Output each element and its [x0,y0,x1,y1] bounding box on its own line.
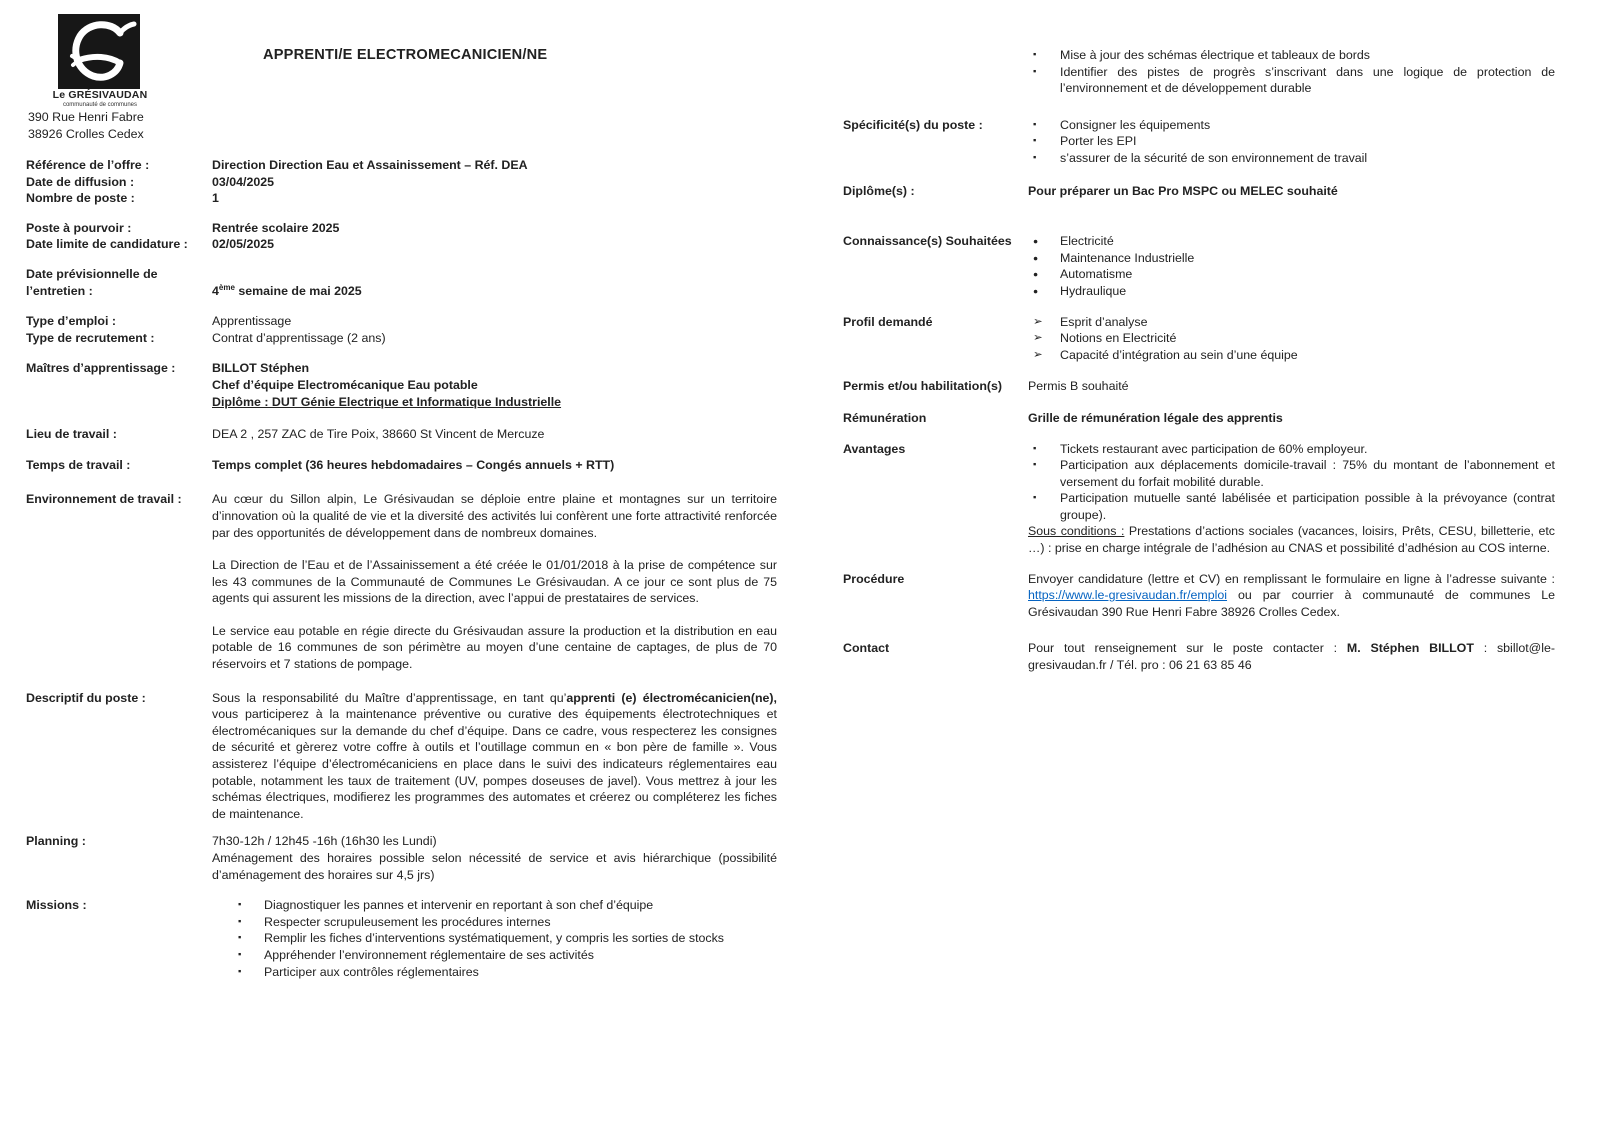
specificites-label: Spécificité(s) du poste : [843,117,983,132]
row-profil [843,314,1555,364]
arrow-bullet-icon: ➢ [1033,332,1043,345]
entretien-value-rest: semaine de mai 2025 [234,283,362,298]
row-environnement [26,491,777,672]
row-avantages [843,441,1555,557]
descriptif-strong: apprenti (e) électromécanicien(ne), [566,690,777,705]
bullet-round-icon: ● [1033,269,1039,280]
row-planning [26,833,777,883]
mission-item [1028,47,1555,64]
environnement-paragraph-3: Le service eau potable en régie directe du Grésivaudan assure la production et la distribution en eau potable de 16 communes de son périmètre au moyen d’une centaine de captages, de plus de 70 réservoirs et 7 stations de pompage. [212,623,777,672]
profil-item [1028,347,1555,364]
mission-item [212,930,777,947]
bullet-round-icon: ● [1033,252,1039,263]
logo-g-swirl-icon [58,14,140,89]
bullet-square-icon: ▪ [1033,151,1037,163]
avantage-item [1028,490,1555,523]
specificite-item-text: Consigner les équipements [1060,117,1211,132]
entretien-value-num: 4 [212,283,219,298]
avantage-item-text: Tickets restaurant avec participation de 60% employeur. [1060,441,1368,456]
contact-lead: Pour tout renseignement sur le poste contacter : [1028,641,1347,656]
row-permis [843,378,1555,395]
mission-item [212,964,777,981]
mission-item-text: Respecter scrupuleusement les procédures internes [264,914,551,929]
specificite-item [1028,150,1555,167]
bullet-square-icon: ▪ [1033,49,1037,60]
connaissance-item-text: Electricité [1060,234,1114,249]
mission-item-text: Identifier des pistes de progrès s’inscrivant dans une logique de protection de l’environnement et de développement durable [1060,64,1555,96]
row-missions [26,897,777,980]
lieu-value: DEA 2 , 257 ZAC de Tire Poix, 38660 St Vincent de Mercuze [212,427,545,442]
type-emploi-value: Apprentissage [212,314,292,329]
avantage-item [1028,457,1555,490]
bullet-square-icon: ▪ [1033,65,1037,77]
profil-item [1028,330,1555,347]
procedure-label: Procédure [843,571,905,586]
maitres-value [212,360,777,410]
poste-label: Poste à pourvoir : [26,220,132,235]
mission-item-text: Remplir les fiches d’interventions systématiquement, y compris les sorties de stocks [264,931,725,946]
contact-rest: : sbillot@le-gresivaudan.fr / Tél. pro : 06 21 63 85 46 [1028,641,1556,673]
missions-label: Missions : [26,898,87,913]
connaissance-item-text: Maintenance Industrielle [1060,250,1195,265]
profil-item [1028,314,1555,331]
address-line-1: 390 Rue Henri Fabre [28,110,144,124]
row-descriptif [26,690,777,823]
mission-item-text: Participer aux contrôles réglementaires [264,964,479,979]
bullet-square-icon: ▪ [1033,492,1037,504]
permis-label: Permis et/ou habilitation(s) [843,379,1003,394]
diplomes-value: Pour préparer un Bac Pro MSPC ou MELEC souhaité [1028,183,1338,198]
logo-subtitle: communauté de communes [62,102,138,108]
contact-value [1028,640,1555,673]
row-entretien [26,266,777,299]
specificite-item-text: s’assurer de la sécurité de son environnement de travail [1060,150,1368,165]
connaissance-item [1028,266,1555,283]
maitres-line-3: Diplôme : DUT Génie Electrique et Informatique Industrielle [212,394,562,409]
permis-value: Permis B souhaité [1028,379,1129,394]
bullet-square-icon: ▪ [1033,459,1037,471]
environnement-value [212,491,777,672]
type-recrutement-value: Contrat d’apprentissage (2 ans) [212,330,386,345]
connaissance-item-text: Automatisme [1060,267,1133,282]
lieu-label: Lieu de travail : [26,427,117,442]
procedure-rest: ou par courrier à communauté de communes Le Grésivaudan 390 Rue Henri Fabre 38926 Crolles Cedex. [1028,588,1555,619]
type-emploi-label: Type d’emploi : [26,314,116,329]
mission-item-text: Appréhender l’environnement réglementaire de ses activités [264,947,594,962]
descriptif-label: Descriptif du poste : [26,690,146,705]
sous-conditions-text: Prestations d’actions sociales (vacances, loisirs, Prêts, CESU, billetterie, etc …) : prise en charge intégrale de l’adhésion au CNAS et possibilité d’adhésion au COS interne. [1028,524,1555,556]
row-type-emploi [26,313,777,330]
avantage-item-text: Participation aux déplacements domicile-travail : 75% du montant de l’abonnement et versement du forfait mobilité durable. [1060,458,1555,489]
profil-item-text: Notions en Electricité [1060,331,1177,346]
diplomes-label: Diplôme(s) : [843,183,915,198]
bullet-square-icon: ▪ [238,932,242,944]
connaissance-item [1028,250,1555,267]
reference-label: Référence de l’offre : [26,158,150,172]
sous-conditions-label: Sous conditions : [1028,524,1125,539]
maitres-label: Maîtres d’apprentissage : [26,361,176,376]
right-column [843,47,1555,674]
limite-label: Date limite de candidature : [26,237,188,252]
avantage-item [1028,441,1555,458]
row-lieu [26,426,777,443]
planning-label: Planning : [26,834,86,849]
bullet-square-icon: ▪ [1033,135,1037,147]
environnement-paragraph-2: La Direction de l’Eau et de l’Assainissement a été créée le 01/01/2018 à la prise de compétence sur les 43 communes de la Communauté de Communes Le Grésivaudan. A ce jour ce sont plus de 75 agents qui assurent les missions de la direction, avec l’appui de prestataires de services. [212,558,777,606]
descriptif-rest: vous participerez à la maintenance préventive ou curative des équipements électrotechniques et électromécaniques sur la demande du chef d’équipe. Dans ce cadre, vous respecterez les consignes de sécurité et gèrerez votre coffre à outils et l’outillage commun en « bon père de famille ». Vous assisterez l’équipe d’électromécaniciens en place dans le suivi des indicateurs réglementaires eau potable, notamment les taux de traitement (UV, pompes doseuses de javel). Vous mettrez à jour les schémas électriques, modifierez les programmes des automates et créerez ou compléterez les fiches de maintenance. [212,707,777,821]
missions-list [212,897,777,980]
bullet-square-icon: ▪ [238,899,242,911]
environnement-label: Environnement de travail : [26,492,182,507]
avantages-content [1028,441,1555,557]
row-type-recrutement [26,330,777,347]
mission-item [1028,64,1555,97]
row-reference [26,157,777,174]
page-title: APPRENTI/E ELECTROMECANICIEN/NE [263,47,548,63]
temps-value: Temps complet (36 heures hebdomadaires – Congés annuels + RTT) [212,457,615,472]
connaissance-item [1028,233,1555,250]
gresivaudan-logo [58,14,140,89]
contact-name: M. Stéphen BILLOT [1346,641,1474,656]
row-specificites [843,117,1555,167]
profil-item-text: Esprit d’analyse [1060,314,1148,329]
missions-continued-list [1028,47,1555,97]
bullet-square-icon: ▪ [238,965,242,977]
mission-item [212,897,777,914]
connaissance-item-text: Hydraulique [1060,283,1127,298]
specificite-item [1028,117,1555,134]
row-diffusion [26,174,777,191]
row-missions-continued [843,47,1555,97]
bullet-square-icon: ▪ [1033,442,1037,454]
avantages-label: Avantages [843,441,906,456]
bullet-square-icon: ▪ [1033,118,1037,130]
mission-item [212,914,777,931]
descriptif-lead: Sous la responsabilité du Maître d’apprentissage, en tant qu’ [212,690,567,705]
arrow-bullet-icon: ➢ [1033,348,1043,361]
specificites-list [1028,117,1555,167]
contact-label: Contact [843,641,890,656]
planning-line-1: 7h30-12h / 12h45 -16h (16h30 les Lundi) [212,834,437,849]
profil-item-text: Capacité d’intégration au sein d’une équipe [1060,347,1298,362]
org-address [28,109,144,143]
row-connaissances [843,233,1555,299]
row-procedure [843,571,1555,621]
bullet-square-icon: ▪ [238,915,242,927]
temps-label: Temps de travail : [26,457,131,472]
row-limite [26,236,777,253]
connaissance-item [1028,283,1555,300]
descriptif-value [212,690,777,823]
diffusion-label: Date de diffusion : [26,174,135,189]
procedure-value [1028,571,1555,621]
connaissances-list [1028,233,1555,299]
avantage-item-text: Participation mutuelle santé labélisée et participation possible à la prévoyance (contrat groupe). [1060,491,1555,522]
maitres-line-2: Chef d’équipe Electromécanique Eau potable [212,377,478,392]
bullet-round-icon: ● [1033,285,1039,296]
poste-value: Rentrée scolaire 2025 [212,220,340,235]
nb-poste-value: 1 [212,191,219,206]
remuneration-value: Grille de rémunération légale des apprentis [1028,410,1283,425]
profil-list [1028,314,1555,364]
remuneration-label: Rémunération [843,410,927,425]
row-poste [26,220,777,237]
entretien-label: Date prévisionnelle de l’entretien : [26,266,158,298]
limite-value: 02/05/2025 [212,237,275,252]
maitres-line-1: BILLOT Stéphen [212,361,310,376]
connaissances-label: Connaissance(s) Souhaitées [843,234,1012,249]
diffusion-value: 03/04/2025 [212,174,275,189]
mission-item-text: Diagnostiquer les pannes et intervenir en reportant à son chef d’équipe [264,898,654,913]
specificite-item [1028,133,1555,150]
procedure-lead: Envoyer candidature (lettre et CV) en remplissant le formulaire en ligne à l’adresse suivante : [1028,571,1555,586]
reference-value: Direction Direction Eau et Assainissement – Réf. DEA [212,158,528,172]
left-column [26,157,777,980]
bullet-round-icon: ● [1033,236,1039,247]
row-contact [843,640,1555,673]
specificite-item-text: Porter les EPI [1060,134,1137,149]
nb-poste-label: Nombre de poste : [26,191,135,206]
bullet-square-icon: ▪ [238,948,242,960]
type-recrutement-label: Type de recrutement : [26,330,155,345]
row-temps [26,457,777,474]
planning-line-2: Aménagement des horaires possible selon nécessité de service et avis hiérarchique (possibilité d’aménagement des horaires sur 4,5 jrs) [212,851,777,882]
row-remuneration [843,410,1555,427]
arrow-bullet-icon: ➢ [1033,315,1043,328]
mission-item-text: Mise à jour des schémas électrique et tableaux de bords [1060,48,1370,62]
application-link[interactable]: https://www.le-gresivaudan.fr/emploi [1028,588,1228,603]
profil-label: Profil demandé [843,314,933,329]
planning-value [212,833,777,883]
entretien-value-sup: ème [218,282,235,292]
mission-item [212,947,777,964]
address-line-2: 38926 Crolles Cedex [28,127,144,141]
avantages-sous-conditions [1028,523,1555,556]
row-nb-poste [26,190,777,207]
row-maitres [26,360,777,410]
entretien-value [212,283,777,300]
environnement-paragraph-1: Au cœur du Sillon alpin, Le Grésivaudan se déploie entre plaine et montagnes sur un territoire d’innovation où la qualité de vie et la diversité des activités lui confèrent une forte attractivité renforcée par des opportunités de développement dans de nombreux domaines. [212,492,777,540]
row-diplomes [843,183,1555,200]
logo-title: Le GRÉSIVAUDAN [52,89,148,101]
